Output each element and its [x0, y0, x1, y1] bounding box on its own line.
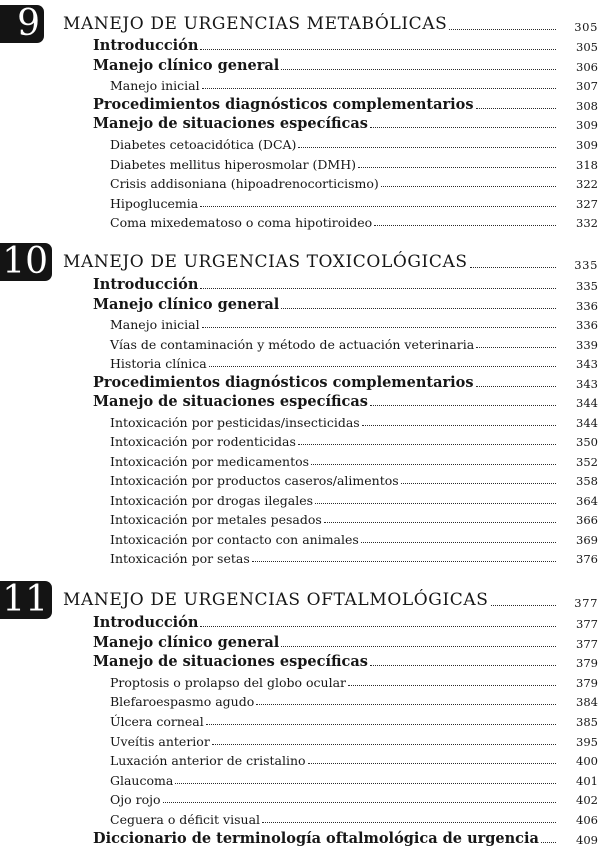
page-number: 376	[576, 552, 598, 566]
page-number: 377	[576, 636, 598, 651]
section-entry[interactable]	[93, 828, 600, 847]
section-entry[interactable]	[93, 372, 600, 391]
entry-label: Manejo inicial	[110, 317, 200, 332]
page-number: 339	[576, 337, 598, 352]
chapter-title-entry[interactable]	[63, 253, 600, 272]
section-entry[interactable]	[93, 612, 600, 631]
dot-leader	[401, 483, 556, 484]
subsection-entry[interactable]	[110, 769, 600, 788]
page-number: 344	[576, 396, 598, 410]
dot-leader	[308, 763, 556, 764]
entry-label: Intoxicación por setas	[110, 551, 250, 566]
page-number: 364	[576, 493, 598, 508]
dot-leader	[209, 366, 556, 367]
dot-leader	[298, 444, 556, 445]
subsection-entry[interactable]	[110, 352, 600, 371]
entry-label: Manejo inicial	[110, 78, 200, 94]
dot-leader	[449, 29, 556, 30]
dot-leader	[281, 646, 556, 647]
dot-leader	[212, 744, 556, 745]
subsection-entry[interactable]	[110, 74, 600, 93]
page-number: 335	[574, 258, 598, 272]
page-number: 366	[576, 513, 598, 527]
entry-label: Ceguera o déficit visual	[110, 812, 261, 827]
subsection-entry[interactable]	[110, 469, 600, 488]
page-number: 402	[576, 793, 598, 808]
entry-label: MANEJO DE URGENCIAS METABÓLICAS	[63, 14, 448, 34]
page-number: 306	[576, 59, 598, 74]
entry-label: Uveítis anterior	[110, 733, 210, 749]
dot-leader	[374, 225, 556, 226]
subsection-entry[interactable]	[110, 411, 600, 430]
chapter-number-badge: 10	[0, 243, 52, 281]
dot-leader	[281, 308, 556, 309]
subsection-entry[interactable]	[110, 508, 600, 527]
subsection-entry[interactable]	[110, 671, 600, 690]
section-entry[interactable]	[93, 294, 600, 313]
entry-label: Introducción	[93, 614, 199, 631]
entry-label: Manejo de situaciones específicas	[93, 393, 368, 410]
dot-leader	[163, 802, 556, 803]
entry-label: Introducción	[93, 276, 199, 293]
entry-label: Intoxicación por rodenticidas	[110, 434, 296, 449]
dot-leader	[361, 542, 556, 543]
page-number: 384	[576, 695, 598, 710]
page-number: 332	[576, 216, 598, 231]
subsection-entry[interactable]	[110, 153, 600, 172]
page-number: 350	[576, 435, 598, 449]
section-entry[interactable]	[93, 651, 600, 670]
entry-label: Coma mixedematoso o coma hipotiroideo	[110, 215, 373, 231]
entry-label: Blefaroespasmo agudo	[110, 694, 255, 710]
entry-label: Procedimientos diagnósticos complementarios	[93, 95, 474, 113]
entry-label: Introducción	[93, 37, 199, 54]
entry-label: Ojo rojo	[110, 792, 161, 808]
dot-leader	[348, 685, 556, 686]
chapter-title-entry[interactable]	[63, 15, 600, 34]
entry-label: Intoxicación por pesticidas/insecticidas	[110, 414, 360, 430]
chapter-number-badge: 11	[0, 581, 52, 619]
section-entry[interactable]	[93, 113, 600, 132]
dot-leader	[206, 724, 556, 725]
dot-leader	[476, 347, 556, 348]
dot-leader	[315, 503, 556, 504]
section-entry[interactable]	[93, 55, 600, 74]
subsection-entry[interactable]	[110, 450, 600, 469]
page-number: 336	[576, 298, 598, 313]
entry-label: Manejo clínico general	[93, 56, 280, 74]
page-number: 335	[576, 279, 598, 293]
dot-leader	[262, 822, 556, 823]
section-entry[interactable]	[93, 632, 600, 651]
page-number: 401	[576, 773, 598, 788]
page-number: 343	[576, 357, 598, 371]
subsection-entry[interactable]	[110, 730, 600, 749]
dot-leader	[202, 327, 556, 328]
subsection-entry[interactable]	[110, 489, 600, 508]
subsection-entry[interactable]	[110, 749, 600, 768]
entry-label: Manejo clínico general	[93, 295, 280, 313]
entry-label: Manejo de situaciones específicas	[93, 115, 368, 133]
subsection-entry[interactable]	[110, 710, 600, 729]
subsection-entry[interactable]	[110, 192, 600, 211]
subsection-entry[interactable]	[110, 547, 600, 566]
entry-label: Proptosis o prolapso del globo ocular	[110, 674, 347, 690]
entry-label: Luxación anterior de cristalino	[110, 753, 306, 769]
page-number: 395	[576, 734, 598, 749]
chapter-title-entry[interactable]	[63, 591, 600, 610]
dot-leader	[476, 386, 557, 387]
section-entry[interactable]	[93, 391, 600, 410]
entry-label: MANEJO DE URGENCIAS OFTALMOLÓGICAS	[63, 590, 489, 610]
entry-label: Intoxicación por medicamentos	[110, 453, 310, 469]
page-number: 309	[576, 118, 598, 133]
page-number: 305	[576, 40, 598, 54]
subsection-entry[interactable]	[110, 430, 600, 449]
subsection-entry[interactable]	[110, 528, 600, 547]
section-entry[interactable]	[93, 94, 600, 113]
dot-leader	[256, 704, 556, 705]
subsection-entry[interactable]	[110, 690, 600, 709]
dot-leader	[358, 167, 556, 168]
entry-label: Procedimientos diagnósticos complementarios	[93, 373, 474, 391]
dot-leader	[281, 69, 556, 70]
entry-label: Intoxicación por productos caseros/alimentos	[110, 473, 399, 488]
entry-label: Diabetes mellitus hiperosmolar (DMH)	[110, 156, 357, 172]
entry-label: Hipoglucemia	[110, 195, 199, 211]
page-number: 352	[576, 454, 598, 469]
entry-label: Diccionario de terminología oftalmológica de urgencia	[93, 829, 539, 847]
subsection-entry[interactable]	[110, 133, 600, 152]
page-number: 379	[576, 656, 598, 671]
subsection-entry[interactable]	[110, 211, 600, 230]
page-number: 385	[576, 715, 598, 729]
page-number: 322	[576, 177, 598, 192]
dot-leader	[175, 783, 556, 784]
entry-label: Vías de contaminación y método de actuación veterinaria	[110, 336, 475, 352]
page-number: 309	[576, 138, 598, 152]
dot-leader	[298, 147, 556, 148]
entry-label: Intoxicación por metales pesados	[110, 512, 322, 527]
page-number: 344	[576, 415, 598, 430]
dot-leader	[476, 108, 557, 109]
page-number: 343	[576, 376, 598, 391]
dot-leader	[202, 88, 556, 89]
page-number: 327	[576, 196, 598, 211]
entry-label: Glaucoma	[110, 772, 174, 788]
page-number: 379	[576, 675, 598, 690]
subsection-entry[interactable]	[110, 788, 600, 807]
page-number: 305	[574, 20, 598, 34]
dot-leader	[324, 522, 556, 523]
page-number: 336	[576, 318, 598, 332]
dot-leader	[311, 464, 556, 465]
dot-leader	[362, 425, 556, 426]
subsection-entry[interactable]	[110, 808, 600, 827]
page-number: 358	[576, 474, 598, 488]
dot-leader	[491, 605, 556, 606]
dot-leader	[381, 186, 556, 187]
subsection-entry[interactable]	[110, 333, 600, 352]
subsection-entry[interactable]	[110, 313, 600, 332]
dot-leader	[370, 127, 556, 128]
entry-label: Úlcera corneal	[110, 714, 204, 729]
dot-leader	[370, 405, 556, 406]
entry-label: Historia clínica	[110, 356, 207, 371]
dot-leader	[252, 561, 556, 562]
entry-label: Crisis addisoniana (hipoadrenocorticismo)	[110, 176, 379, 192]
page-number: 369	[576, 532, 598, 547]
page-number: 318	[576, 157, 598, 172]
page-number: 308	[576, 98, 598, 113]
entry-label: MANEJO DE URGENCIAS TOXICOLÓGICAS	[63, 252, 468, 272]
page-number: 377	[576, 617, 598, 631]
subsection-entry[interactable]	[110, 172, 600, 191]
dot-leader	[470, 267, 556, 268]
page-number: 400	[576, 754, 598, 769]
page-number: 307	[576, 79, 598, 94]
section-entry[interactable]	[93, 35, 600, 54]
page-number: 409	[576, 832, 598, 847]
chapter-number-badge: 9	[0, 5, 44, 43]
dot-leader	[200, 288, 556, 289]
entry-label: Diabetes cetoacidótica (DCA)	[110, 137, 297, 152]
entry-label: Intoxicación por drogas ilegales	[110, 492, 314, 508]
dot-leader	[200, 626, 556, 627]
section-entry[interactable]	[93, 274, 600, 293]
page-number: 406	[576, 813, 598, 827]
entry-label: Manejo de situaciones específicas	[93, 653, 368, 671]
entry-label: Intoxicación por contacto con animales	[110, 531, 359, 547]
dot-leader	[541, 842, 556, 843]
dot-leader	[200, 49, 556, 50]
entry-label: Manejo clínico general	[93, 633, 280, 651]
dot-leader	[370, 665, 556, 666]
dot-leader	[200, 206, 556, 207]
page-number: 377	[574, 596, 598, 610]
